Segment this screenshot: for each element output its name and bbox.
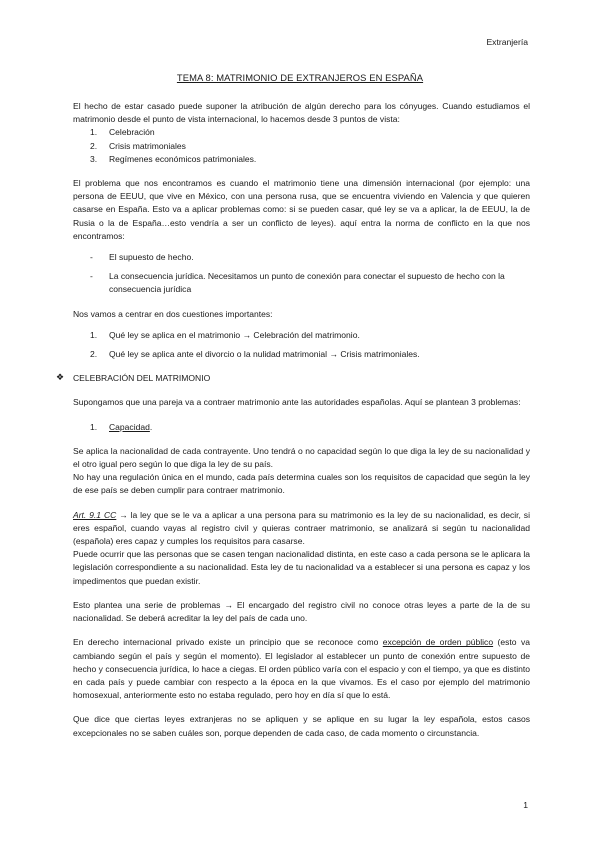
section-heading bbox=[56, 372, 530, 385]
running-header: Extranjería bbox=[486, 37, 528, 47]
intro-list bbox=[73, 126, 530, 166]
diamond-bullet-icon: ❖ bbox=[56, 372, 65, 383]
subsection-heading: 1. Capacidad. bbox=[90, 421, 153, 432]
list-item: - La consecuencia jurídica. Necesitamos un punto de conexión para conectar el supuesto de hecho con la consecuencia jurídica bbox=[90, 271, 505, 295]
public-order-term: excepción de orden público bbox=[382, 637, 494, 648]
problem-paragraph: El problema que nos encontramos es cuando el matrimonio tiene una dimensión internacional (por ejemplo: una persona de EEUU, que vive en México, con una persona rusa, que se encuentra viviendo en Valencia y que quieren casarse en España. Esto va a aplicar problemas como: si se pueden casar, qué ley se va a aplicar, la de EEUU, la de Rusia o la de España…esto vendría a ser un conflicto de leyes). aquí entra la norma de conflicto en la que nos encontramos: bbox=[73, 178, 530, 241]
nationality-paragraph: Puede ocurrir que las personas que se casen tengan nacionalidad distinta, en este caso a cada persona se le aplicara la legislación correspondiente a su nacionalidad. Esta ley de tu nacionalidad va a establecer si una persona es capaz y los impedimentos que puedan existir. bbox=[73, 549, 530, 586]
focus-list bbox=[73, 329, 530, 361]
section-intro: Supongamos que una pareja va a contraer matrimonio ante las autoridades españolas. Aquí se plantean 3 problemas: bbox=[73, 397, 521, 408]
list-item: - El supuesto de hecho. bbox=[90, 252, 194, 263]
intro-paragraph: El hecho de estar casado puede suponer la atribución de algún derecho para los cónyuges. Cuando estudiamos el matrimonio desde el punto de vista internacional, lo hacemos desde 3 puntos de vista: bbox=[73, 101, 530, 125]
list-item: 1. Celebración bbox=[90, 127, 155, 138]
article-reference: Art. 9.1 CC bbox=[73, 509, 117, 520]
exceptions-paragraph: Que dice que ciertas leyes extranjeras no se apliquen y se aplique en su lugar la ley española, estos casos excepcionales no se saben cuáles son, porque dependen de cada caso, de cada momento o circunstancia. bbox=[73, 714, 530, 738]
subsection-list bbox=[73, 421, 530, 434]
list-item: 3. Regímenes económicos patrimoniales. bbox=[90, 153, 257, 164]
list-item: 2. Qué ley se aplica ante el divorcio o la nulidad matrimonial → Crisis matrimoniales. bbox=[90, 349, 420, 360]
regulation-paragraph: No hay una regulación única en el mundo, cada país determina cuales son los requisitos de capacidad que según la ley de ese país se deben cumplir para contraer matrimonio. bbox=[73, 472, 530, 496]
list-item: 1. Qué ley se aplica en el matrimonio → Celebración del matrimonio. bbox=[90, 329, 360, 340]
problems-paragraph: Esto plantea una serie de problemas → El encargado del registro civil no conoce otras leyes a parte de la de su nacionalidad. Se deberá acreditar la ley del país de cada uno. bbox=[73, 599, 530, 624]
focus-paragraph: Nos vamos a centrar en dos cuestiones importantes: bbox=[73, 308, 273, 319]
page-title: TEMA 8: MATRIMONIO DE EXTRANJEROS EN ESPAÑA bbox=[176, 72, 424, 83]
page-number: 1 bbox=[523, 800, 528, 810]
list-item: 2. Crisis matrimoniales bbox=[90, 140, 186, 151]
public-order-paragraph: En derecho internacional privado existe un principio que se reconoce como excepción de orden público (esto va cambiando según el país y según el momento). El legislador al establecer un punto de conexión entre supuesto de hecho y consecuencia jurídica, lo hace a ciegas. El orden público varía con el espacio y con el tiempo, ya que es distinto en cada país y puede cambiar con respecto a la época en la que vivamos. Es el caso por ejemplo del matrimonio homosexual, anteriormente esto no estaba regulado, pero hoy en día sí que lo está. bbox=[73, 637, 531, 701]
section-heading-text: CELEBRACIÓN DEL MATRIMONIO bbox=[73, 373, 211, 384]
capacity-paragraph: Se aplica la nacionalidad de cada contrayente. Uno tendrá o no capacidad según lo que diga la ley de su nacionalidad y el otro igual pero según lo que diga la ley de su país. bbox=[73, 445, 530, 470]
document-body bbox=[56, 100, 531, 740]
problem-list bbox=[73, 251, 530, 297]
article-paragraph: Art. 9.1 CC → la ley que se le va a aplicar a una persona para su matrimonio es la ley de su nacionalidad, es decir, si eres español, cuando vayas al registro civil y quieras contraer matrimonio, se analizará si según tu nacionalidad (española) eres capaz y cumples los requisitos para casarse. bbox=[73, 509, 530, 547]
